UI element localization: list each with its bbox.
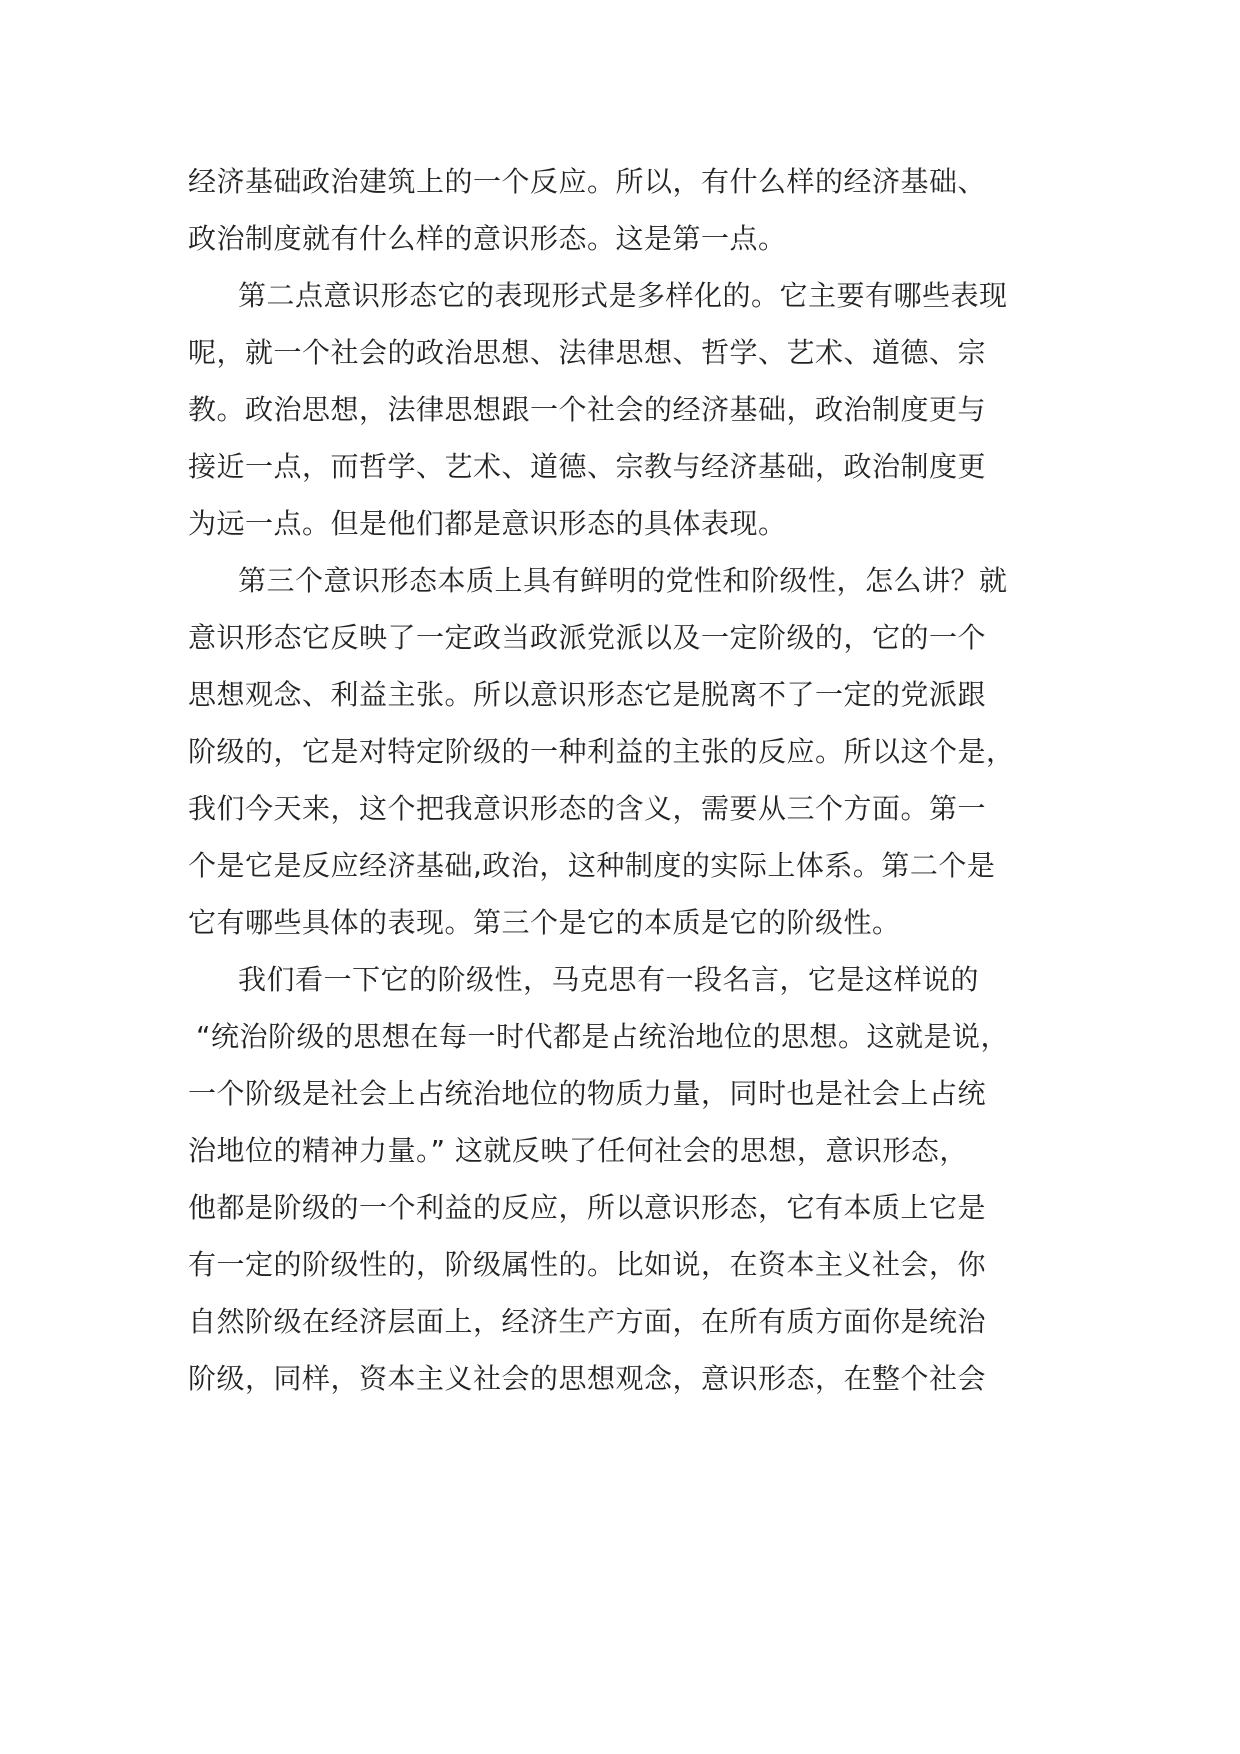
text-line: 自然阶级在经济层面上，经济生产方面，在所有质方面你是统治	[188, 1305, 987, 1338]
text-line: 接近一点，而哲学、艺术、道德、宗教与经济基础，政治制度更	[188, 450, 987, 483]
text-line: 他都是阶级的一个利益的反应，所以意识形态，它有本质上它是	[188, 1191, 987, 1224]
text-line: 教。政治思想，法律思想跟一个社会的经济基础，政治制度更与	[188, 393, 987, 426]
text-line: 阶级，同样，资本主义社会的思想观念，意识形态，在整个社会	[188, 1362, 987, 1395]
paragraph-start-line: 我们看一下它的阶级性，马克思有一段名言，它是这样说的	[238, 963, 980, 996]
text-line: 治地位的精神力量。” 这就反映了任何社会的思想，意识形态，	[188, 1134, 968, 1167]
text-line: 它有哪些具体的表现。第三个是它的本质是它的阶级性。	[188, 906, 901, 939]
text-line: 经济基础政治建筑上的一个反应。所以，有什么样的经济基础、	[188, 165, 987, 198]
text-line: 意识形态它反映了一定政当政派党派以及一定阶级的，它的一个	[188, 621, 987, 654]
quote-line: 一个阶级是社会上占统治地位的物质力量，同时也是社会上占统	[188, 1077, 987, 1110]
text-line: 政治制度就有什么样的意识形态。这是第一点。	[188, 222, 787, 255]
text-line: 个是它是反应经济基础,政治，这种制度的实际上体系。第二个是	[188, 849, 996, 882]
text-line: 有一定的阶级性的，阶级属性的。比如说，在资本主义社会，你	[188, 1248, 987, 1281]
paragraph-start-line: 第三个意识形态本质上具有鲜明的党性和阶级性，怎么讲？就	[238, 564, 1008, 597]
text-line: 呢，就一个社会的政治思想、法律思想、哲学、艺术、道德、宗	[188, 336, 987, 369]
paragraph-start-line: 第二点意识形态它的表现形式是多样化的。它主要有哪些表现	[238, 279, 1008, 312]
text-line: 思想观念、利益主张。所以意识形态它是脱离不了一定的党派跟	[188, 678, 987, 711]
quote-line: “统治阶级的思想在每一时代都是占统治地位的思想。这就是说，	[196, 1020, 1010, 1053]
text-line: 我们今天来，这个把我意识形态的含义，需要从三个方面。第一	[188, 792, 987, 825]
text-line: 为远一点。但是他们都是意识形态的具体表现。	[188, 507, 787, 540]
text-line: 阶级的，它是对特定阶级的一种利益的主张的反应。所以这个是，	[188, 735, 1015, 768]
